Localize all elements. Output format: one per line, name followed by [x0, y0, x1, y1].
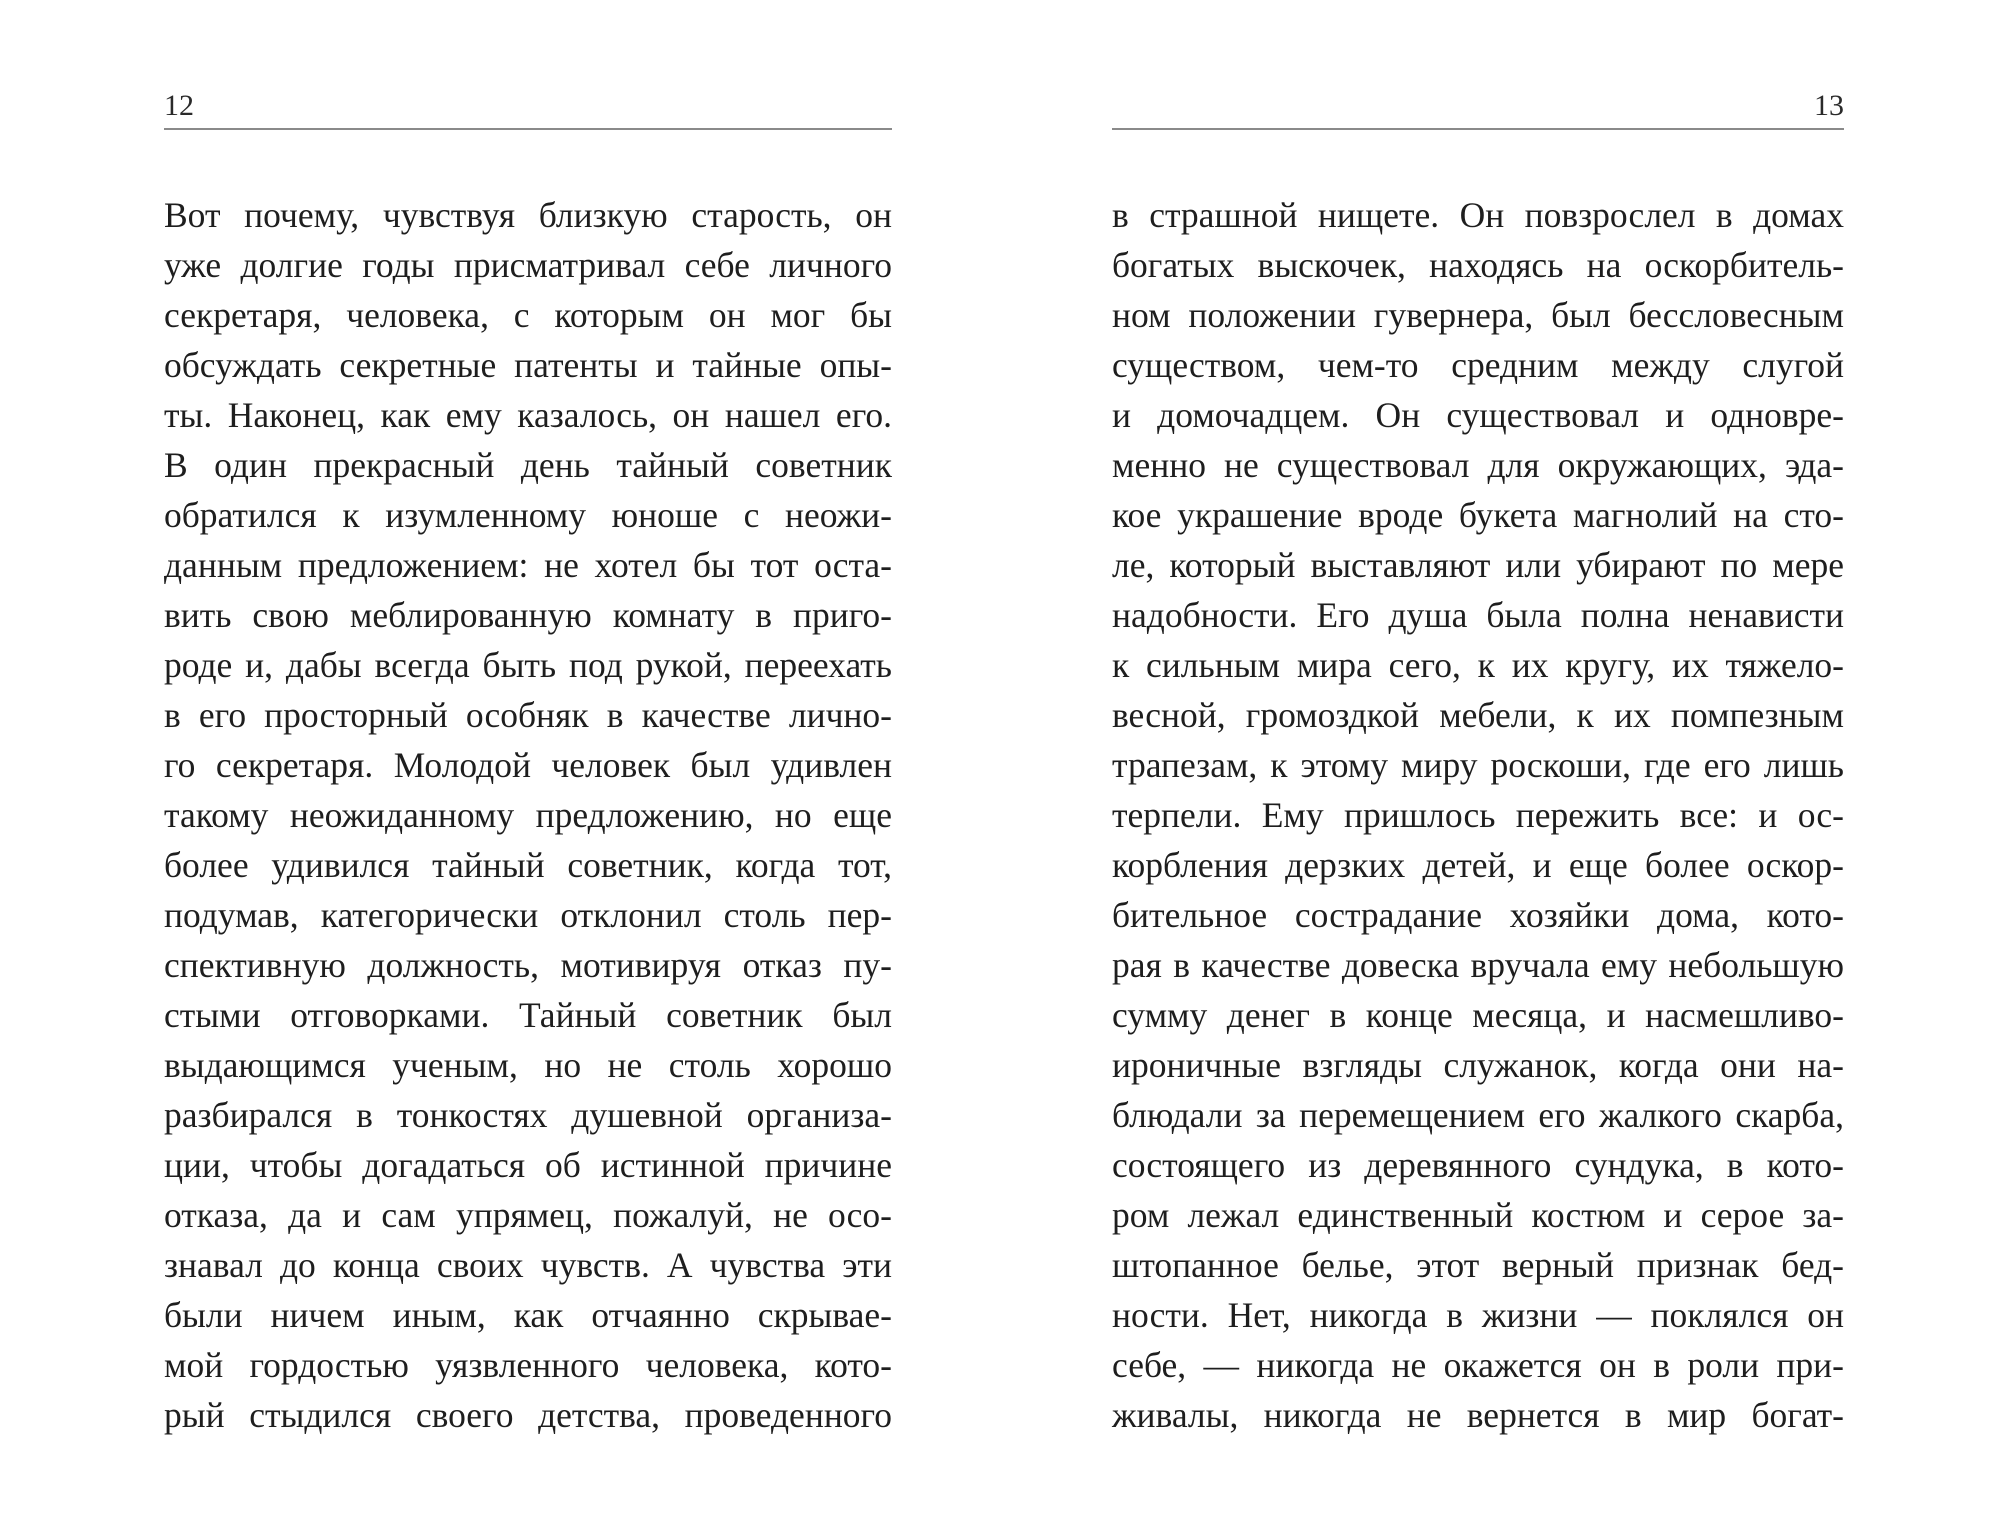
- right-page-text: [1112, 190, 1844, 1440]
- header-rule-right: [1112, 128, 1844, 130]
- left-page-text: [164, 190, 892, 1440]
- text-line: сумму денег в конце месяца, и насмешливо-: [1112, 995, 1844, 1035]
- text-line: го секретаря. Молодой человек был удивлен: [164, 745, 892, 785]
- page-number-right: 13: [1814, 89, 1844, 122]
- text-line: весной, громоздкой мебели, к их помпезным: [1112, 695, 1844, 735]
- text-line: знавал до конца своих чувств. А чувства эти: [164, 1245, 892, 1285]
- text-line: в страшной нищете. Он повзрослел в домах: [1112, 195, 1844, 235]
- text-line: данным предложением: не хотел бы тот оста-: [164, 545, 892, 585]
- text-line: разбирался в тонкостях душевной организа-: [164, 1095, 892, 1135]
- text-line: роде и, дабы всегда быть под рукой, переехать: [164, 645, 892, 685]
- text-line: вить свою меблированную комнату в приго-: [164, 595, 892, 635]
- text-line: подумав, категорически отклонил столь пер-: [164, 895, 892, 935]
- text-line: более удивился тайный советник, когда тот,: [164, 845, 892, 885]
- page-number-left: 12: [164, 89, 194, 122]
- text-line: кое украшение вроде букета магнолий на сто-: [1112, 495, 1844, 535]
- text-line: корбления дерзких детей, и еще более оскор-: [1112, 845, 1844, 885]
- text-line: ром лежал единственный костюм и серое за-: [1112, 1195, 1844, 1235]
- text-line: живалы, никогда не вернется в мир богат-: [1112, 1395, 1844, 1435]
- text-line: ности. Нет, никогда в жизни — поклялся он: [1112, 1295, 1844, 1335]
- text-line: себе, — никогда не окажется он в роли при-: [1112, 1345, 1844, 1385]
- text-line: ле, который выставляют или убирают по мере: [1112, 545, 1844, 585]
- text-line: отказа, да и сам упрямец, пожалуй, не осо-: [164, 1195, 892, 1235]
- text-line: рая в качестве довеска вручала ему небольшую: [1112, 945, 1844, 985]
- text-line: такому неожиданному предложению, но еще: [164, 795, 892, 835]
- text-line: богатых выскочек, находясь на оскорбитель-: [1112, 245, 1844, 285]
- text-line: ты. Наконец, как ему казалось, он нашел его.: [164, 395, 892, 435]
- text-line: и домочадцем. Он существовал и одновре-: [1112, 395, 1844, 435]
- text-line: В один прекрасный день тайный советник: [164, 445, 892, 485]
- text-line: трапезам, к этому миру роскоши, где его лишь: [1112, 745, 1844, 785]
- text-line: надобности. Его душа была полна ненависти: [1112, 595, 1844, 635]
- text-line: Вот почему, чувствуя близкую старость, он: [164, 195, 892, 235]
- text-line: уже долгие годы присматривал себе личного: [164, 245, 892, 285]
- text-line: ироничные взгляды служанок, когда они на-: [1112, 1045, 1844, 1085]
- text-line: к сильным мира сего, к их кругу, их тяжело-: [1112, 645, 1844, 685]
- text-line: в его просторный особняк в качестве лично-: [164, 695, 892, 735]
- text-line: штопанное белье, этот верный признак бед-: [1112, 1245, 1844, 1285]
- text-line: спективную должность, мотивируя отказ пу-: [164, 945, 892, 985]
- text-line: выдающимся ученым, но не столь хорошо: [164, 1045, 892, 1085]
- text-line: менно не существовал для окружающих, эда-: [1112, 445, 1844, 485]
- text-line: мой гордостью уязвленного человека, кото-: [164, 1345, 892, 1385]
- text-line: стыми отговорками. Тайный советник был: [164, 995, 892, 1035]
- text-line: были ничем иным, как отчаянно скрывае-: [164, 1295, 892, 1335]
- text-line: ном положении гувернера, был бессловесным: [1112, 295, 1844, 335]
- text-line: рый стыдился своего детства, проведенного: [164, 1395, 892, 1435]
- header-rule-left: [164, 128, 892, 130]
- text-line: существом, чем-то средним между слугой: [1112, 345, 1844, 385]
- text-line: ции, чтобы догадаться об истинной причине: [164, 1145, 892, 1185]
- text-line: обратился к изумленному юноше с неожи-: [164, 495, 892, 535]
- text-line: терпели. Ему пришлось пережить все: и ос-: [1112, 795, 1844, 835]
- text-line: обсуждать секретные патенты и тайные опы-: [164, 345, 892, 385]
- text-line: блюдали за перемещением его жалкого скарба,: [1112, 1095, 1844, 1135]
- text-line: состоящего из деревянного сундука, в кото-: [1112, 1145, 1844, 1185]
- text-line: бительное сострадание хозяйки дома, кото-: [1112, 895, 1844, 935]
- text-line: секретаря, человека, с которым он мог бы: [164, 295, 892, 335]
